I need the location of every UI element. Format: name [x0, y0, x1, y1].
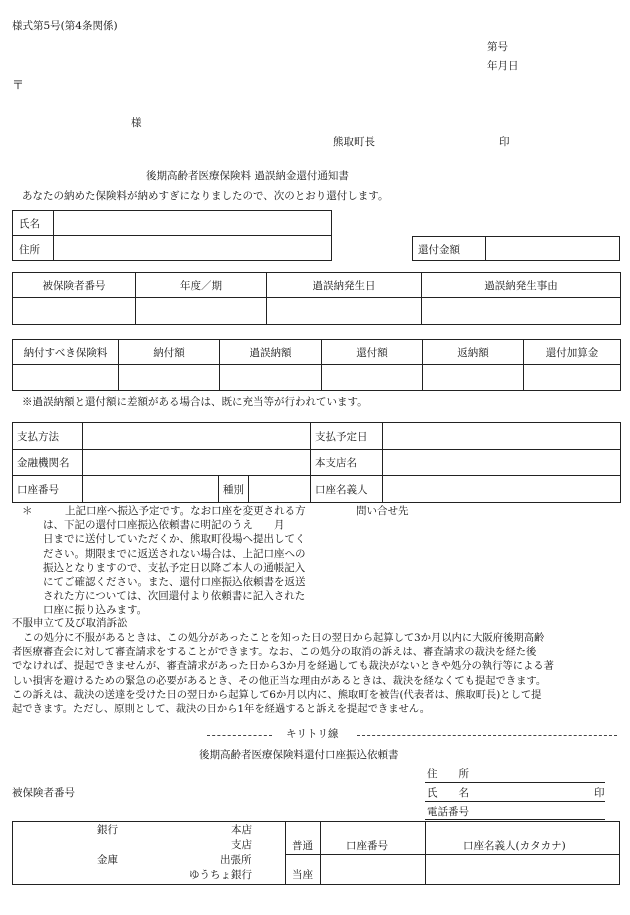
contact-label: 問い合せ先 [356, 505, 409, 517]
request-form-title: 後期高齢者医療保険料還付口座振込依頼書 [199, 749, 399, 761]
transfer-notice [43, 504, 343, 618]
request-seal: 印 [594, 787, 605, 799]
overpayment-reason-cell [422, 298, 621, 325]
cutline-left [207, 735, 272, 736]
scheduled-date-label: 支払予定日 [311, 423, 383, 450]
payable-premium-header: 納付すべき保険料 [13, 340, 119, 365]
notice-line: 振込となりますので、支払予定日以降ご本人の通帳記入 [43, 561, 306, 574]
postal-mark: 〒 [12, 78, 25, 92]
request-name-label: 氏 名 [427, 787, 469, 799]
refund-amount-box [412, 236, 620, 261]
addressee-suffix: 様 [131, 117, 142, 129]
appeal-text [12, 631, 624, 716]
appeal-line: この訴えは、裁決の送達を受けた日の翌日から起算して6か月以内に、熊取町を被告(代表者は、熊取町長)として提 [12, 688, 542, 701]
notice-line: 口座に振り込みます。 [43, 604, 148, 617]
request-account-number-header: 口座番号 [346, 840, 388, 852]
name-label: 氏名 [19, 218, 40, 230]
refund-interest-cell [524, 365, 621, 391]
request-insured-number-label: 被保険者番号 [12, 787, 75, 799]
shinkin-option: 金庫 [97, 854, 118, 866]
returned-amount-cell [423, 365, 524, 391]
insured-table [12, 272, 621, 325]
insured-number-cell [13, 298, 136, 325]
request-address-label: 住 所 [427, 768, 469, 780]
overpaid-amount-header: 過誤納額 [220, 340, 322, 365]
address-underline [425, 782, 605, 783]
payment-table [12, 422, 621, 503]
fiscal-year-period-header: 年度／期 [136, 273, 267, 298]
issuer-name: 熊取町長 [333, 136, 375, 148]
notice-asterisk: ＊ [22, 505, 33, 517]
overpayment-date-header: 過誤納発生日 [267, 273, 422, 298]
appeal-line: 者医療審査会に対して審査請求をすることができます。なお、この処分の取消の訴えは、審査請求の裁決を経た後 [12, 646, 537, 659]
name-underline [425, 801, 605, 802]
appeal-line: でなければ、提起できませんが、審査請求があった日から3か月を経過しても裁決がないときや処分の執行等による著 [12, 660, 554, 673]
refund-amount-header: 還付額 [322, 340, 423, 365]
fiscal-year-period-cell [136, 298, 267, 325]
account-number-label: 口座番号 [13, 476, 83, 503]
cutline-label: キリトリ線 [286, 728, 339, 740]
branch-option: 支店 [231, 839, 252, 851]
overpayment-date-cell [267, 298, 422, 325]
account-holder-label: 口座名義人 [311, 476, 383, 503]
payment-method-label: 支払方法 [13, 423, 83, 450]
payable-premium-cell [13, 365, 119, 391]
returned-amount-header: 返納額 [423, 340, 524, 365]
intro-text: あなたの納めた保険料が納めすぎになりましたので、次のとおり還付します。 [22, 190, 389, 202]
form-number: 様式第5号(第4条関係) [12, 20, 118, 32]
appeal-heading: 不服申立て及び取消訴訟 [12, 617, 128, 629]
sub-branch-option: 出張所 [220, 854, 252, 866]
overpaid-amount-cell [220, 365, 322, 391]
notice-line: ださい。期限までに返送されない場合は、上記口座への [43, 547, 306, 560]
issuer-seal: 印 [499, 136, 510, 148]
notice-line: にてご確認ください。また、還付口座振込依頼書を返送 [43, 576, 306, 589]
recipient-box [12, 210, 332, 261]
address-label: 住所 [19, 244, 40, 256]
refund-amount-cell [322, 365, 423, 391]
document-number: 第号 [487, 41, 508, 53]
amount-table [12, 339, 621, 391]
request-phone-label: 電話番号 [427, 806, 469, 818]
notice-line: 上記口座へ振込予定です。なお口座を変更される方 [65, 505, 306, 517]
refund-interest-header: 還付加算金 [524, 340, 621, 365]
ordinary-account-option: 普通 [292, 840, 313, 852]
appeal-line: しい損害を避けるための緊急の必要があるとき、その他正当な理由があるときは、裁決を経なくても提起できます。 [12, 674, 547, 687]
bank-request-table [12, 821, 620, 885]
bank-name-label: 金融機関名 [13, 450, 83, 476]
notice-line: は、下記の還付口座振込依頼書に明記のうえ 月 [43, 519, 285, 532]
japan-post-option: ゆうちょ銀行 [189, 869, 252, 881]
issue-date: 年月日 [487, 60, 519, 72]
request-holder-header: 口座名義人(カタカナ) [463, 840, 566, 852]
difference-note: ※過誤納額と還付額に差額がある場合は、既に充当等が行われています。 [22, 396, 368, 408]
main-office-option: 本店 [231, 824, 252, 836]
current-account-option: 当座 [292, 869, 313, 881]
account-type-label: 種別 [219, 476, 249, 503]
overpayment-reason-header: 過誤納発生事由 [422, 273, 621, 298]
bank-option: 銀行 [97, 824, 118, 836]
phone-underline [425, 819, 605, 820]
refund-amount-label: 還付金額 [418, 244, 460, 256]
document-title: 後期高齢者医療保険料 過誤納金還付通知書 [146, 170, 349, 182]
appeal-line: 起できます。ただし、原則として、裁決の日から1年を経過すると訴えを提起できません。 [12, 703, 431, 716]
paid-amount-cell [119, 365, 220, 391]
appeal-line: この処分に不服があるときは、この処分があったことを知った日の翌日から起算して3か月以内に大阪府後期高齢 [23, 632, 545, 644]
paid-amount-header: 納付額 [119, 340, 220, 365]
notice-line: された方については、次回還付より依頼書に記入された [43, 590, 306, 603]
branch-name-label: 本支店名 [311, 450, 383, 476]
insured-number-header: 被保険者番号 [13, 273, 136, 298]
notice-line: 日までに送付していただくか、熊取町役場へ提出してく [43, 533, 306, 546]
cutline-right [357, 735, 617, 736]
